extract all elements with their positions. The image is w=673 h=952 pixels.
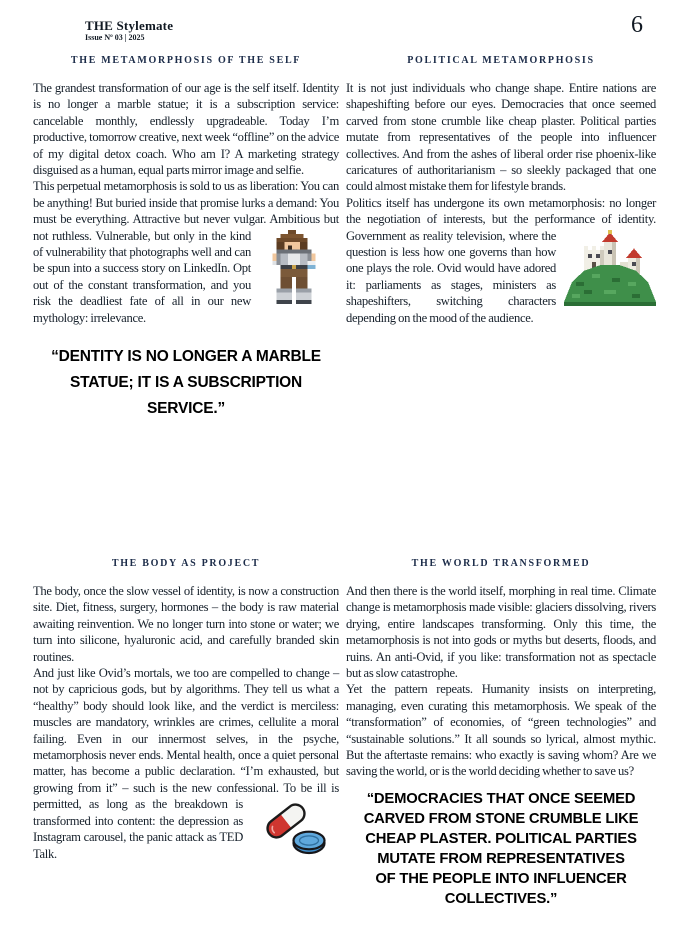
paragraph-text: It is not just individuals who change shape. Entire nations are shapeshifting before our eyes. Democracies that once seemed carved from stone crumble like cheap plaster. Political parties mutate from representatives of the people into influencer collectives. And from the ashes of liberal order rise phoenix-like caricatures of authoritarianism – so sleekly packaged that one could almost mistake them for lifestyle brands. (346, 81, 656, 194)
paragraph-text: question is less how one governs than how one plays the role. Ovid would have adored it: parliaments as stages, ministers as shapeshifters, switching characters depending on the mood of the audience. (346, 245, 556, 325)
pull-quote-line: “DENTITY IS NO LONGER A MARBLE (51, 348, 321, 366)
pull-quote-line: CHEAP PLASTER. POLITICAL PARTIES (365, 830, 637, 847)
section-header: POLITICAL METAMORPHOSIS (407, 55, 595, 66)
pull-quote (346, 789, 656, 909)
pixel-pills-art (253, 798, 333, 860)
pull-quote-line: STATUE; IT IS A SUBSCRIPTION (69, 374, 303, 392)
paragraph-text: The body, once the slow vessel of identity, is now a construction site. Diet, fitness, surgery, hormones – the body is raw material awaiting reinvention. We no longer turn into stone or water; we turn into silicone, hyaluronic acid, and carefully branded skin routines. (33, 584, 339, 664)
publication-title: THE Stylemate (85, 18, 174, 33)
pull-quote-line: OF THE PEOPLE INTO INFLUENCER (375, 870, 627, 887)
paragraph (33, 80, 339, 178)
section-political-metamorphosis (346, 55, 656, 326)
paragraph-text: be ill is permitted, as long as the breakdown is transformed into content: the depression as Instagram carousel, the panic attack as TED Talk. (33, 780, 339, 861)
paragraph (346, 681, 656, 779)
paragraph (346, 583, 656, 681)
paragraph (346, 80, 656, 195)
section-metamorphosis-of-the-self (33, 55, 339, 422)
section-world-transformed (346, 558, 656, 909)
section-header: THE BODY AS PROJECT (111, 558, 261, 569)
masthead (85, 19, 173, 43)
paragraph-text: And then there is the world itself, morphing in real time. Climate change is metamorphosis made visible: glaciers dissolving, rivers drying, entire landscapes transforming. Only this time, the metamorphosis is not into gods or myths but deserts, floods, and ruins. An anti-Ovid, if you like: transformation not as spectacle but as slow catastrophe. (346, 584, 656, 681)
pull-quote-line: COLLECTIVES.” (444, 890, 558, 907)
paragraph (33, 583, 339, 665)
paragraph-text: This perpetual metamorphosis is sold to us as liberation: You can be anything! But buried inside that promise lurks a demand: You must be everything. Attractive but never vulgar. Ambitious but not ruthless. Vulnerable, (33, 179, 339, 243)
paragraph-text: The grandest transformation of our age is the self itself. Identity is no longer a marble statue; it is a subscription service: cancelable monthly, endlessly upgradeable. Today I’m productive, tomorrow creative, next week “offline” on the advice of my digital detox coach. Who am I? A marketing strategy disguised as a human, equal parts mirror image and selfie. (33, 81, 339, 178)
pull-quote-line: MUTATE FROM REPRESENTATIVES (377, 850, 625, 867)
paragraph (346, 195, 656, 326)
pixel-castle-art (564, 230, 656, 306)
section-header: THE METAMORPHOSIS OF THE SELF (70, 55, 302, 66)
pixel-trainer-art (261, 230, 327, 308)
pull-quote (33, 344, 339, 422)
pull-quote-line: “DEMOCRACIES THAT ONCE SEEMED (366, 790, 636, 807)
page-number: 6 (631, 12, 643, 38)
section-header: THE WORLD TRANSFORMED (411, 558, 591, 569)
pull-quote-line: SERVICE.” (146, 400, 226, 418)
paragraph (33, 665, 339, 862)
paragraph-text: And just like Ovid’s mortals, we too are compelled to change – not by capricious gods, but by algorithms. They tell us what a “healthy” body should look like, and the verdict is merciless: muscles are mandatory, wrinkles are crimes, cellulite a moral failing. Even in our innermost selves, in the psyche, metamorphosis never ends. Mental health, once a quiet personal matter, has become a public declaration. “I’m exhausted, but growing from it” – such is the new confessional. To (33, 666, 339, 795)
pull-quote-line: CARVED FROM STONE CRUMBLE LIKE (363, 810, 639, 827)
paragraph-text: Politics itself has undergone its own metamorphosis: no longer the negotiation of interests, but the performance of identity. Government as reality television, where the (346, 195, 656, 243)
section-body-as-project (33, 558, 339, 862)
paragraph-text: Yet the pattern repeats. Humanity insists on interpreting, managing, even curating this metamorphosis. We speak of the “transformation” of economies, of “green technologies” and “sustainable solutions.” It all sounds so lyrical, almost mythic. But the aftertaste remains: who exactly is saving whom? Are we saving the world, or is the world deciding whether to save us? (346, 682, 656, 779)
paragraph-text: but only in the kind of vulnerability that photographs well and can be spun into a success story on LinkedIn. Opt out of the constant transformation, and you risk the deadliest fate of all in our new mythology: irrelevance. (33, 228, 251, 325)
issue-line: Issue Nº 03 | 2025 (85, 33, 145, 42)
paragraph (33, 178, 339, 326)
